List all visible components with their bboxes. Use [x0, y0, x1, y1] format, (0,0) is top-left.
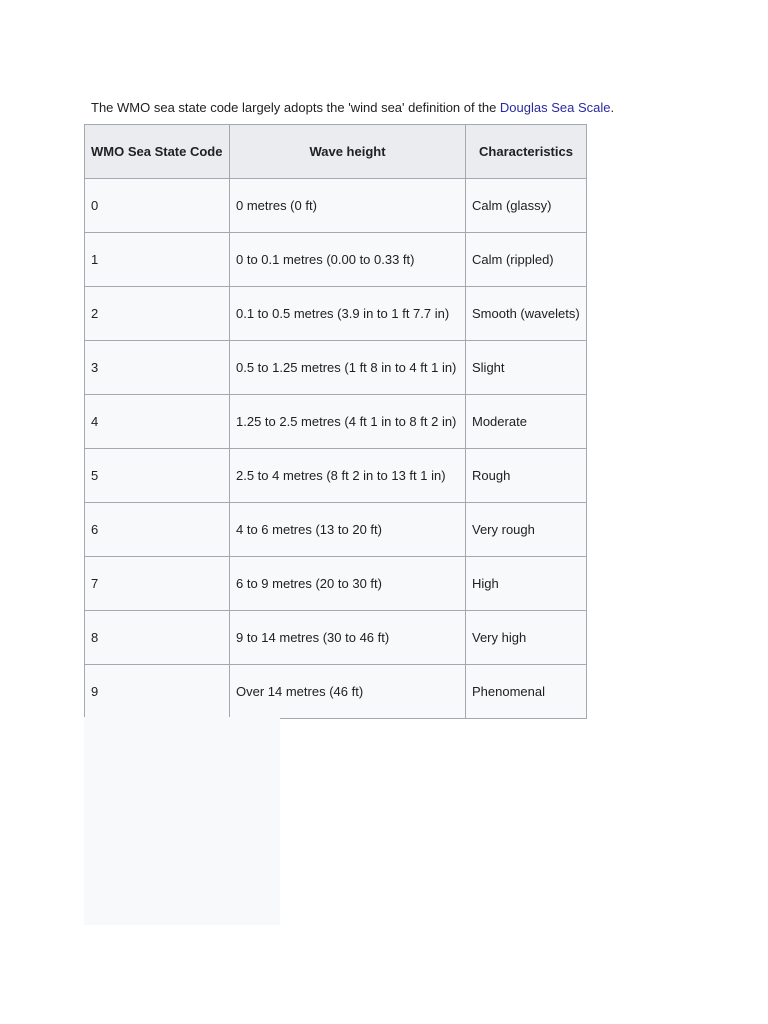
table-row	[85, 449, 587, 503]
cell-wave-height: 6 to 9 metres (20 to 30 ft)	[230, 557, 466, 611]
cell-characteristics: Moderate	[466, 395, 587, 449]
cell-characteristics: Calm (glassy)	[466, 179, 587, 233]
cell-code: 0	[85, 179, 230, 233]
cell-code: 6	[85, 503, 230, 557]
table-row	[85, 341, 587, 395]
table-row	[85, 503, 587, 557]
cell-wave-height: 0 metres (0 ft)	[230, 179, 466, 233]
intro-paragraph	[91, 100, 614, 116]
table-row	[85, 665, 587, 719]
header-characteristics[interactable]: Characteristics	[466, 125, 587, 179]
cell-wave-height: 4 to 6 metres (13 to 20 ft)	[230, 503, 466, 557]
intro-text: The WMO sea state code largely adopts the 'wind sea' definition of the	[91, 100, 500, 115]
cell-wave-height: 2.5 to 4 metres (8 ft 2 in to 13 ft 1 in)	[230, 449, 466, 503]
intro-text-end: .	[610, 100, 615, 115]
cell-characteristics: Very high	[466, 611, 587, 665]
cell-characteristics: Smooth (wavelets)	[466, 287, 587, 341]
image-placeholder	[84, 717, 280, 925]
cell-code: 9	[85, 665, 230, 719]
cell-characteristics: Phenomenal	[466, 665, 587, 719]
cell-wave-height: 1.25 to 2.5 metres (4 ft 1 in to 8 ft 2 in)	[230, 395, 466, 449]
cell-wave-height: 0.1 to 0.5 metres (3.9 in to 1 ft 7.7 in)	[230, 287, 466, 341]
cell-wave-height: 0 to 0.1 metres (0.00 to 0.33 ft)	[230, 233, 466, 287]
cell-wave-height: 9 to 14 metres (30 to 46 ft)	[230, 611, 466, 665]
table-row	[85, 611, 587, 665]
cell-wave-height: Over 14 metres (46 ft)	[230, 665, 466, 719]
header-code[interactable]: WMO Sea State Code	[85, 125, 230, 179]
cell-code: 3	[85, 341, 230, 395]
cell-code: 7	[85, 557, 230, 611]
cell-wave-height: 0.5 to 1.25 metres (1 ft 8 in to 4 ft 1 in)	[230, 341, 466, 395]
sea-state-table	[84, 124, 587, 719]
table-row	[85, 233, 587, 287]
douglas-sea-scale-link[interactable]: Douglas Sea Scale	[499, 100, 611, 115]
header-wave-height[interactable]: Wave height	[230, 125, 466, 179]
table-header-row	[85, 125, 587, 179]
cell-characteristics: Calm (rippled)	[466, 233, 587, 287]
cell-code: 4	[85, 395, 230, 449]
table-row	[85, 287, 587, 341]
cell-code: 5	[85, 449, 230, 503]
table-body	[85, 179, 587, 719]
cell-characteristics: Very rough	[466, 503, 587, 557]
cell-code: 1	[85, 233, 230, 287]
cell-code: 8	[85, 611, 230, 665]
cell-characteristics: Rough	[466, 449, 587, 503]
cell-characteristics: Slight	[466, 341, 587, 395]
table-row	[85, 179, 587, 233]
table-row	[85, 395, 587, 449]
cell-characteristics: High	[466, 557, 587, 611]
table-row	[85, 557, 587, 611]
cell-code: 2	[85, 287, 230, 341]
